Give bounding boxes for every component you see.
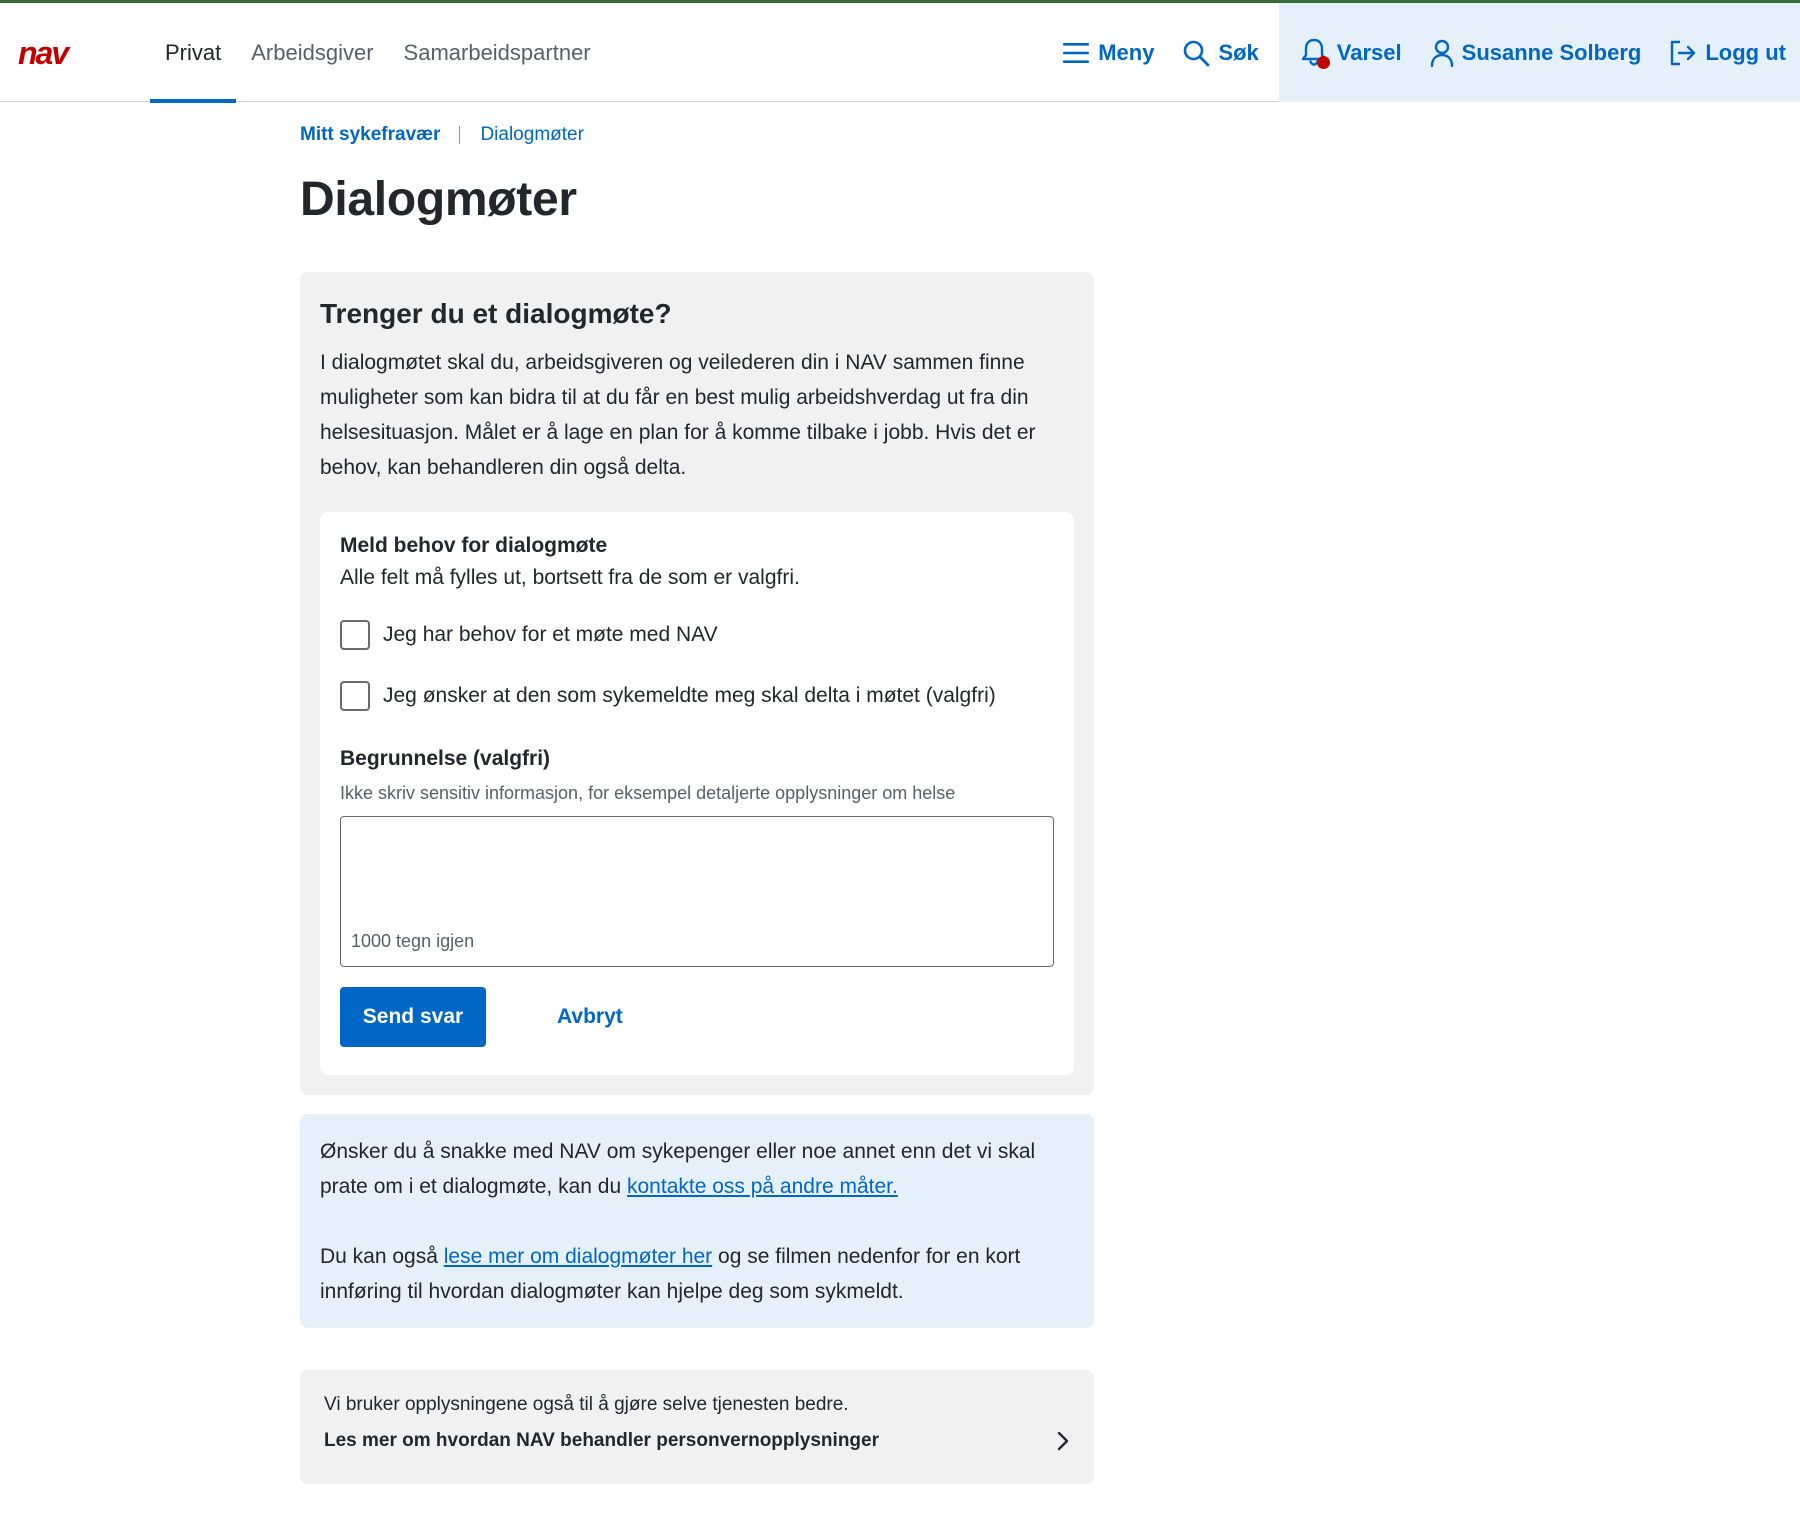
privacy-panel	[300, 1370, 1094, 1484]
header-actions	[1048, 3, 1800, 102]
tab-arbeidsgiver[interactable]: Arbeidsgiver	[251, 39, 374, 65]
checkbox-need-meeting-label: Jeg har behov for et møte med NAV	[383, 623, 718, 646]
reason-label: Begrunnelse (valgfri)	[340, 747, 551, 770]
menu-label: Meny	[1098, 39, 1155, 65]
privacy-link-label: Les mer om hvordan NAV behandler personvernopplysninger	[324, 1430, 879, 1451]
svg-text:nav: nav	[18, 40, 68, 66]
checkbox-doctor-attend-label: Jeg ønsker at den som sykemeldte meg skal delta i møtet (valgfri)	[383, 684, 996, 707]
page-title: Dialogmøter	[300, 173, 577, 226]
notifications-button[interactable]	[1287, 3, 1416, 102]
reason-hint: Ikke skriv sensitiv informasjon, for eksempel detaljerte opplysninger om helse	[340, 783, 956, 803]
notifications-label: Varsel	[1336, 39, 1402, 65]
need-meeting-panel	[300, 272, 1094, 1095]
contact-text: Ønsker du å snakke med NAV om sykepenger eller noe annet enn det vi skal prate om i et dialogmøte, kan du	[320, 1140, 1036, 1198]
checkbox-doctor-attend[interactable]	[340, 681, 1054, 711]
logout-icon	[1669, 39, 1697, 67]
form-actions	[340, 987, 1054, 1047]
user-profile-button[interactable]	[1416, 3, 1656, 102]
char-counter: 1000 tegn igjen	[351, 931, 475, 951]
bell-icon	[1301, 38, 1329, 68]
audience-tabs	[150, 3, 606, 102]
chevron-right-icon	[1056, 1430, 1070, 1452]
read-more-text-before: Du kan også	[320, 1245, 444, 1268]
breadcrumb-separator	[459, 126, 460, 144]
contact-paragraph	[320, 1134, 1060, 1204]
logged-in-zone	[1279, 3, 1800, 102]
nav-logo[interactable]	[18, 33, 100, 73]
reason-textarea[interactable]	[341, 817, 1053, 927]
nav-logo-icon	[18, 40, 100, 66]
user-name-label: Susanne Solberg	[1461, 39, 1642, 65]
read-more-text-after: og se filmen nedenfor for en kort innføring til hvordan dialogmøter kan hjelpe deg som sykmeldt.	[320, 1245, 1021, 1303]
site-header	[0, 3, 1800, 102]
user-icon	[1430, 39, 1454, 67]
send-button[interactable]: Send svar	[340, 987, 486, 1047]
logout-button[interactable]	[1655, 3, 1800, 102]
breadcrumb	[300, 124, 584, 146]
cancel-button[interactable]: Avbryt	[557, 1005, 623, 1028]
breadcrumb-mitt-sykefravaer[interactable]: Mitt sykefravær	[300, 124, 441, 145]
privacy-text: Vi bruker opplysningene også til å gjøre selve tjenesten bedre.	[324, 1394, 849, 1415]
read-more-paragraph	[320, 1239, 1060, 1309]
read-more-dialogmoter-link[interactable]: lese mer om dialogmøter her	[443, 1245, 713, 1268]
hamburger-icon	[1062, 41, 1090, 65]
contact-other-ways-link[interactable]: kontakte oss på andre måter.	[627, 1175, 898, 1198]
search-icon	[1182, 39, 1210, 67]
breadcrumb-dialogmoter[interactable]: Dialogmøter	[480, 124, 584, 145]
meeting-request-form	[320, 512, 1074, 1075]
checkbox-need-meeting[interactable]	[340, 620, 1054, 650]
tab-samarbeidspartner[interactable]: Samarbeidspartner	[403, 39, 591, 65]
reason-field-wrapper	[340, 816, 1054, 967]
logout-label: Logg ut	[1705, 39, 1786, 65]
panel-title: Trenger du et dialogmøte?	[320, 298, 672, 329]
form-title: Meld behov for dialogmøte	[340, 534, 608, 557]
unread-indicator	[1317, 56, 1330, 69]
search-label: Søk	[1218, 39, 1259, 65]
menu-button[interactable]	[1048, 3, 1168, 102]
privacy-link[interactable]	[324, 1430, 1070, 1452]
search-button[interactable]	[1168, 3, 1272, 102]
checkbox-doctor-attend-box[interactable]	[340, 681, 370, 711]
checkbox-need-meeting-box[interactable]	[340, 620, 370, 650]
panel-description: I dialogmøtet skal du, arbeidsgiveren og veilederen din i NAV sammen finne muligheter som kan bidra til at du får en best mulig arbeidshverdag ut fra din helsesituasjon. Målet er å lage en plan for å komme tilbake i jobb. Hvis det er behov, kan behandleren din også delta.	[320, 351, 1036, 479]
contact-info-panel	[300, 1114, 1094, 1328]
tab-privat[interactable]: Privat	[150, 3, 236, 102]
form-subtitle: Alle felt må fylles ut, bortsett fra de som er valgfri.	[340, 566, 800, 589]
